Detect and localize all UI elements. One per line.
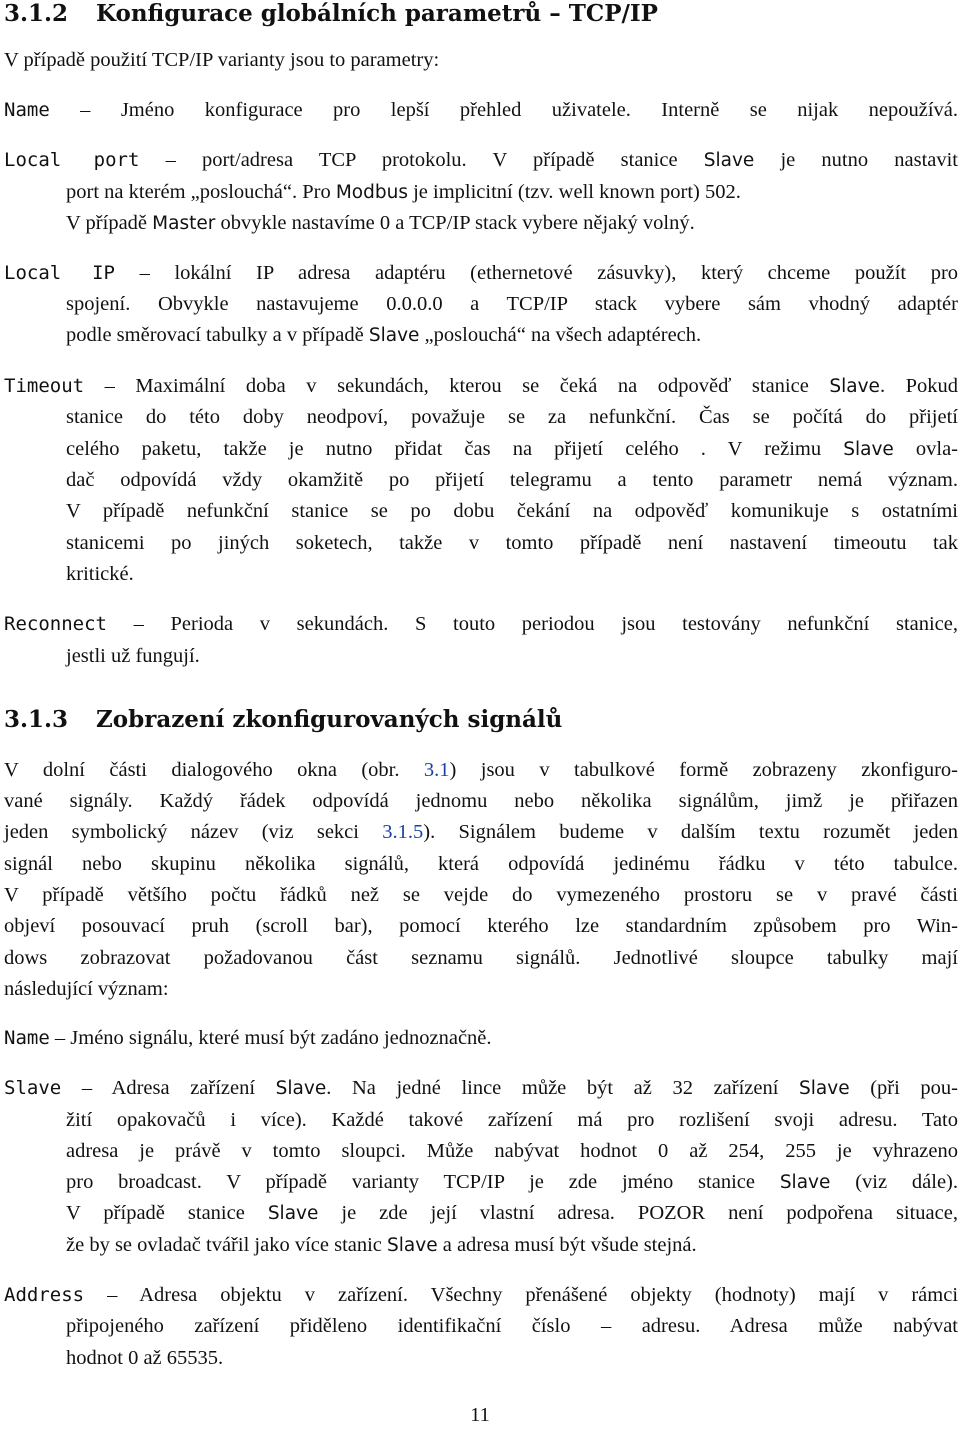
column-desc: – Adresa objektu v zařízení. Všechny přenášené objekty (hodnoty) mají v rámci	[107, 1284, 959, 1306]
section-title: Konfigurace globálních parametrů – TCP/IP	[96, 0, 658, 27]
column-desc: – Jméno signálu, které musí být zadáno jednoznačně.	[54, 1027, 492, 1049]
param-desc: celého paketu, takže je nutno přidat čas na přijetí celého . V režimu	[66, 438, 844, 460]
slave-term: Slave	[829, 376, 880, 397]
column-slave-cont: žití opakovačů i více). Každé takové zařízení má pro rozlišení svoji adresu. Tato	[66, 1109, 958, 1131]
column-slave-cont	[66, 1232, 958, 1259]
column-desc: (viz dále).	[830, 1171, 959, 1193]
section-ref-link[interactable]: 3.1.5	[382, 821, 424, 843]
paragraph-line	[4, 757, 958, 783]
paragraph-text: V dolní části dialogového okna (obr.	[4, 759, 424, 781]
column-slave-cont	[66, 1200, 958, 1227]
paragraph-line: signál nebo skupinu několika signálů, která odpovídá jedinému řádku v této tabulce.	[4, 853, 958, 875]
paragraph-line: následující význam:	[4, 978, 169, 1000]
intro-text: V případě použití TCP/IP varianty jsou to parametry:	[4, 49, 440, 71]
column-desc: (při pou-	[849, 1077, 958, 1099]
slave-term: Slave	[267, 1203, 319, 1224]
slave-term: Slave	[275, 1078, 327, 1099]
param-reconnect	[4, 611, 958, 637]
param-local-ip	[4, 260, 958, 286]
column-desc: V případě stanice	[66, 1202, 268, 1224]
column-address	[4, 1282, 958, 1308]
slave-term: Slave	[703, 150, 755, 171]
param-timeout-cont: V případě nefunkční stanice se po dobu čekání na odpověď komunikuje s ostatními	[66, 500, 958, 522]
param-desc: . Pokud	[879, 375, 959, 397]
param-reconnect-cont: jestli už fungují.	[66, 645, 200, 667]
column-desc: je zde její vlastní adresa. POZOR není podpořena situace,	[318, 1202, 958, 1224]
master-term: Master	[152, 213, 216, 234]
param-local-port-cont	[66, 179, 958, 206]
column-term: Slave	[4, 1077, 62, 1099]
param-desc: je nutno nastavit	[754, 149, 959, 171]
page-number: 11	[470, 1404, 490, 1426]
param-desc: obvykle nastavíme 0 a TCP/IP stack vybere nějaký volný.	[215, 212, 695, 234]
param-term: Local port	[4, 149, 140, 171]
paragraph-line: V případě většího počtu řádků než se vejde do vymezeného prostoru se v pravé části	[4, 884, 958, 906]
column-address-cont: připojeného zařízení přiděleno identifikační číslo – adresu. Adresa může nabývat	[66, 1315, 958, 1337]
column-desc: pro broadcast. V případě varianty TCP/IP je zde jméno stanice	[66, 1171, 780, 1193]
param-term: Local IP	[4, 262, 115, 284]
section-heading-3-1-3	[4, 706, 562, 734]
param-timeout-cont: stanicemi po jiných soketech, takže v tomto případě není nastavení timeoutu tak	[66, 532, 958, 554]
column-slave	[4, 1075, 958, 1102]
param-desc: V případě	[66, 212, 153, 234]
param-desc: – Maximální doba v sekundách, kterou se čeká na odpověď stanice	[104, 375, 830, 397]
param-timeout-cont: dač odpovídá vždy okamžitě po přijetí telegramu a tento parametr nemá význam.	[66, 469, 958, 491]
param-desc: – lokální IP adresa adaptéru (ethernetové zásuvky), který chceme použít pro	[139, 262, 959, 284]
column-desc: – Adresa zařízení	[81, 1077, 276, 1099]
column-desc: že by se ovladač tvářil jako více stanic	[66, 1234, 388, 1256]
param-term: Timeout	[4, 375, 85, 397]
column-term: Address	[4, 1284, 85, 1306]
param-local-port-cont	[66, 210, 958, 237]
slave-term: Slave	[387, 1235, 438, 1256]
param-timeout-cont: stanice do této doby neodpoví, považuje se za nefunkční. Čas se počítá do přijetí	[66, 406, 958, 428]
paragraph-line: dows zobrazovat požadovanou část seznamu signálů. Jednotlivé sloupce tabulky mají	[4, 947, 958, 969]
param-desc: podle směrovací tabulky a v případě	[66, 324, 369, 346]
paragraph-line: vané signály. Každý řádek odpovídá jednomu nebo několika signálům, jimž je přiřazen	[4, 790, 958, 812]
param-desc: – port/adresa TCP protokolu. V případě stanice	[165, 149, 704, 171]
param-desc: ovla-	[893, 438, 959, 460]
param-desc: – Perioda v sekundách. S touto periodou jsou testovány nefunkční stanice,	[133, 613, 959, 635]
param-timeout	[4, 373, 958, 400]
section-heading-3-1-2	[4, 0, 658, 28]
column-slave-cont: adresa je právě v tomto sloupci. Může nabývat hodnot 0 až 254, 255 je vyhrazeno	[66, 1140, 958, 1162]
param-term: Name	[4, 99, 50, 121]
param-timeout-cont: kritické.	[66, 563, 134, 585]
section-number: 3.1.2	[4, 0, 69, 27]
column-name	[4, 1025, 958, 1051]
column-slave-cont	[66, 1169, 958, 1196]
param-desc: port na kterém „poslouchá“. Pro	[66, 181, 336, 203]
slave-term: Slave	[843, 439, 894, 460]
param-timeout-cont	[66, 436, 958, 463]
slave-term: Slave	[368, 325, 420, 346]
figure-ref-link[interactable]: 3.1	[423, 759, 450, 781]
paragraph-line	[4, 819, 958, 845]
column-term: Name	[4, 1027, 50, 1049]
param-name	[4, 97, 958, 123]
param-desc: „poslouchá“ na všech adaptérech.	[419, 324, 702, 346]
column-address-cont: hodnot 0 až 65535.	[66, 1347, 224, 1369]
section-title: Zobrazení zkonfigurovaných signálů	[96, 706, 563, 733]
section-number: 3.1.3	[4, 706, 69, 733]
param-local-port	[4, 147, 958, 174]
paragraph-text: ). Signálem budeme v dalším textu rozumět jeden	[423, 821, 958, 843]
column-desc: a adresa musí být všude stejná.	[437, 1234, 697, 1256]
paragraph-text: jeden symbolický název (viz sekci	[4, 821, 383, 843]
param-local-ip-cont	[66, 322, 958, 349]
paragraph-line: objeví posouvací pruh (scroll bar), pomocí kterého lze standardním způsobem pro Win-	[4, 915, 958, 937]
slave-term: Slave	[779, 1172, 831, 1193]
paragraph-text: ) jsou v tabulkové formě zobrazeny zkonfiguro-	[449, 759, 958, 781]
param-local-ip-cont: spojení. Obvykle nastavujeme 0.0.0.0 a TCP/IP stack vybere sám vhodný adaptér	[66, 293, 958, 315]
param-desc: je implicitní (tzv. well known port) 502.	[407, 181, 741, 203]
column-desc: . Na jedné lince může být až 32 zařízení	[326, 1077, 800, 1099]
modbus-term: Modbus	[335, 182, 408, 203]
param-desc: – Jméno konfigurace pro lepší přehled uživatele. Interně se nijak nepoužívá.	[80, 99, 958, 121]
param-term: Reconnect	[4, 613, 107, 635]
slave-term: Slave	[799, 1078, 850, 1099]
